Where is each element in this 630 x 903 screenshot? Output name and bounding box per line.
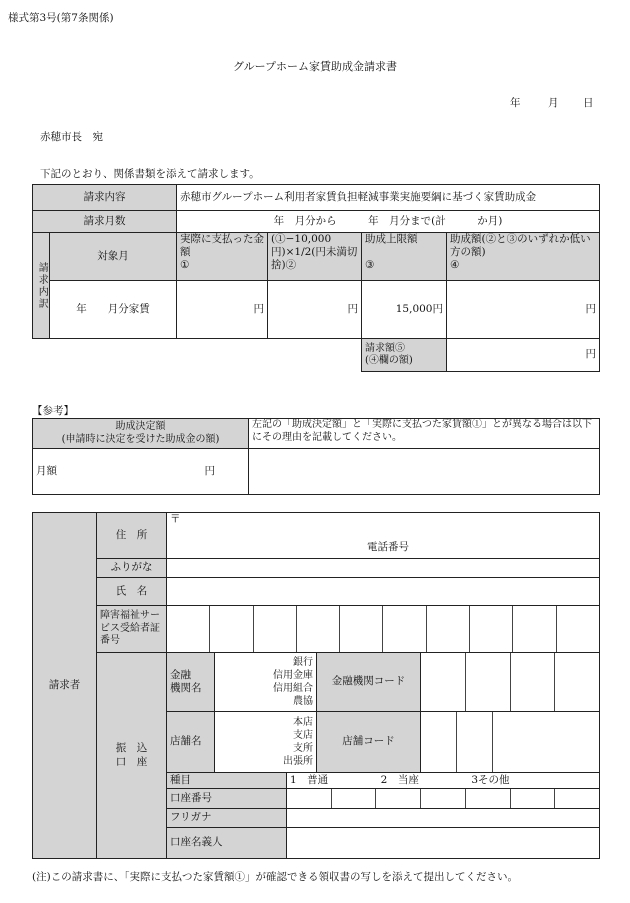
kana-label: フリガナ: [167, 809, 287, 828]
claim-table: [32, 184, 600, 372]
paid-amount-field[interactable]: 円: [177, 281, 268, 339]
reference-table: [32, 418, 600, 495]
branch-code-label: 店舗コード: [317, 712, 421, 773]
breakdown-label: 請求内訳: [33, 233, 50, 339]
account-type-label: 種目: [167, 773, 287, 789]
address-label: 住 所: [97, 513, 167, 559]
subsidy-amount-field[interactable]: 円: [447, 281, 600, 339]
reference-heading: 【参考】: [32, 405, 74, 417]
difference-reason-field[interactable]: [249, 449, 600, 495]
cert-number-field[interactable]: [167, 606, 600, 653]
address-field[interactable]: [167, 513, 600, 559]
calc-amount-field[interactable]: 円: [268, 281, 362, 339]
furigana-label: ふりがな: [97, 559, 167, 578]
target-month-label: 対象月: [50, 233, 177, 281]
limit-header: 助成上限額 ③: [362, 233, 447, 281]
name-label: 氏 名: [97, 578, 167, 606]
monthly-amount-field[interactable]: [33, 449, 249, 495]
branch-code-field[interactable]: [421, 712, 600, 773]
difference-note: 左記の「助成決定額」と「実際に支払つた家賃額①」とが異なる場合は以下にその理由を記載してください。: [249, 419, 600, 449]
applicant-table: [32, 512, 600, 859]
account-number-field[interactable]: [287, 789, 600, 809]
limit-amount: 15,000円: [362, 281, 447, 339]
account-number-label: 口座番号: [167, 789, 287, 809]
bank-code-field[interactable]: [421, 653, 600, 712]
claim-content-label: 請求内容: [33, 185, 177, 211]
furigana-field[interactable]: [167, 559, 600, 578]
footnote: (注)この請求書に、「実際に支払つた家賃額①」が確認できる領収書の写しを添えて提出してください。: [32, 871, 518, 883]
phone-label: 電話番号: [367, 540, 409, 553]
date-year-label: 年: [510, 97, 521, 109]
paid-amount-header: 実際に支払った金額 ①: [177, 233, 268, 281]
claim-month-field[interactable]: 年 月分から 年 月分まで(計 か月): [177, 211, 600, 233]
bank-name-field[interactable]: 銀行 信用金庫 信用組合 農協: [215, 653, 317, 712]
claim-amount-field[interactable]: 円: [447, 339, 600, 372]
monthly-yen: 円: [204, 464, 215, 477]
branch-name-label: 店舗名: [167, 712, 215, 773]
target-month-field[interactable]: 年 月分家賃: [50, 281, 177, 339]
postal-mark: 〒: [170, 513, 181, 525]
branch-name-field[interactable]: 本店 支店 支所 出張所: [215, 712, 317, 773]
transfer-account-label: 振 込 口 座: [97, 653, 167, 859]
claim-month-label: 請求月数: [33, 211, 177, 233]
kana-field[interactable]: [287, 809, 600, 828]
account-type-field[interactable]: 1 普通 2 当座 3その他: [287, 773, 600, 789]
intro-text: 下記のとおり、関係書類を添えて請求します。: [40, 168, 260, 180]
date-day-label: 日: [583, 97, 594, 109]
decided-amount-label: 助成決定額 (申請時に決定を受けた助成金の額): [33, 419, 249, 449]
applicant-label: 請求者: [33, 513, 97, 859]
form-number-label: 様式第3号(第7条関係): [8, 12, 114, 24]
calc-amount-header: (①−10,000円)×1/2(円未満切捨)②: [268, 233, 362, 281]
date-month-label: 月: [548, 97, 559, 109]
document-title: グループホーム家賃助成金請求書: [232, 60, 398, 73]
subsidy-header: 助成額(②と③のいずれか低い方の額) ④: [447, 233, 600, 281]
claim-amount-label: 請求額⑤ (④欄の額): [362, 339, 447, 372]
account-holder-field[interactable]: [287, 828, 600, 859]
name-field[interactable]: [167, 578, 600, 606]
cert-number-label: 障害福祉サービス受給者証番号: [97, 606, 167, 653]
account-holder-label: 口座名義人: [167, 828, 287, 859]
addressee: 赤穂市長 宛: [40, 131, 103, 143]
bank-code-label: 金融機関コード: [317, 653, 421, 712]
bank-name-label: 金融 機関名: [167, 653, 215, 712]
claim-content-value: 赤穂市グループホーム利用者家賃負担軽減事業実施要綱に基づく家賃助成金: [177, 185, 600, 211]
monthly-label: 月額: [36, 464, 57, 477]
